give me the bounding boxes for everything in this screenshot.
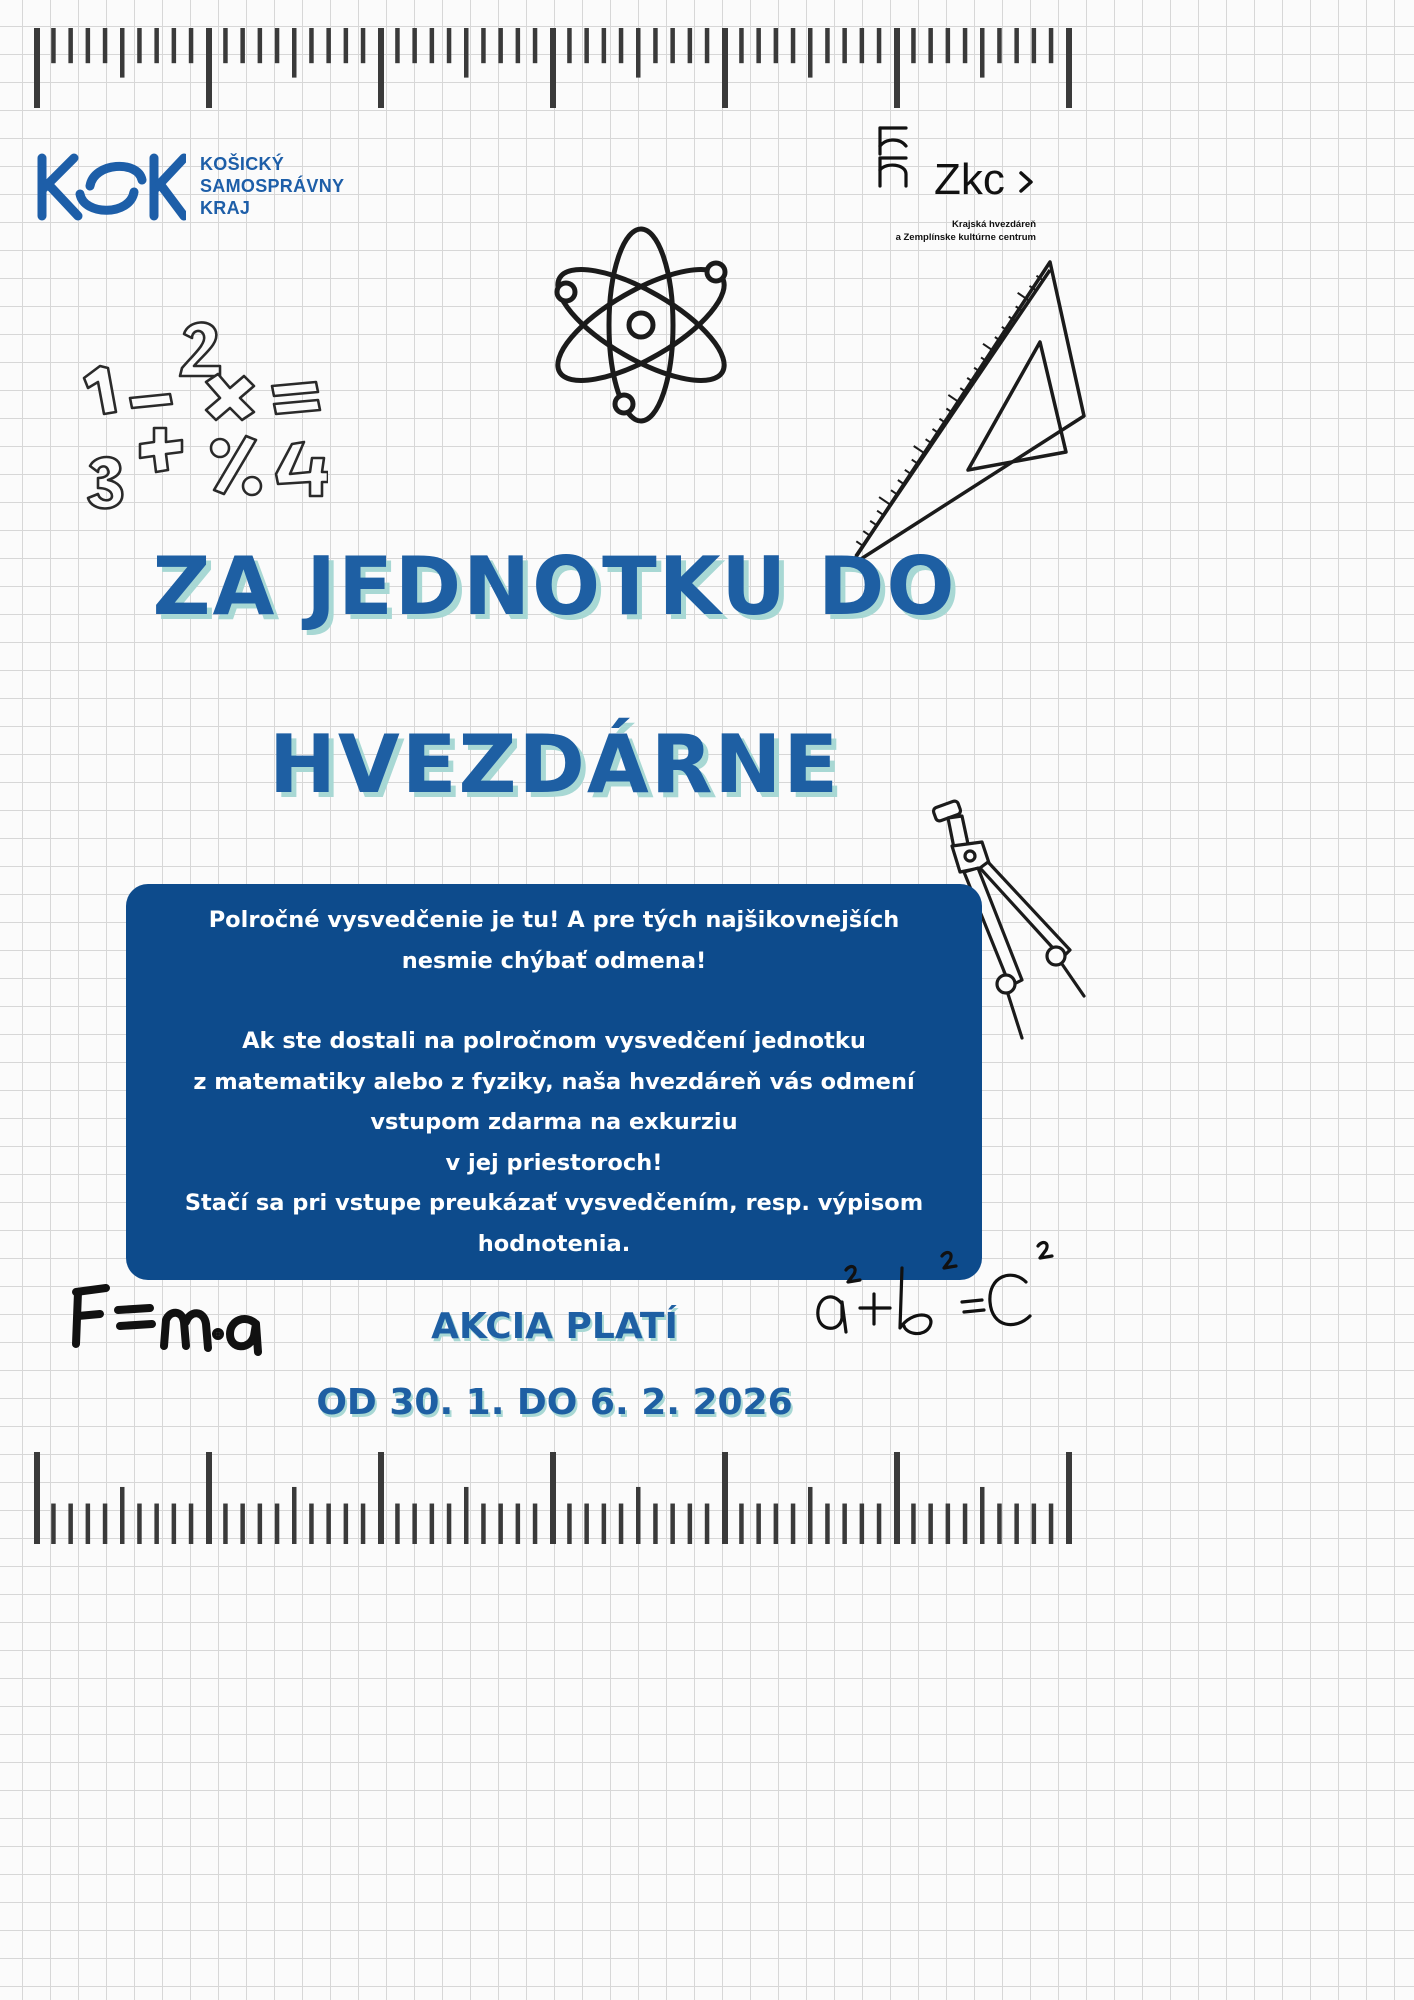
ruler-tick — [154, 1504, 159, 1544]
ruler-tick — [894, 1452, 900, 1544]
zkc-caption — [876, 218, 1036, 244]
ruler-tick — [464, 28, 469, 78]
ruler-tick — [258, 1504, 263, 1544]
zkc-chevron-icon — [1017, 167, 1035, 197]
ruler-tick — [275, 28, 280, 63]
info-p2-line-5: Stačí sa pri vstupe preukázať vysvedčením, resp. výpisom — [184, 1190, 924, 1216]
zkc-logo-mark-icon — [876, 124, 916, 190]
ruler-tick — [963, 28, 968, 63]
ruler-tick — [791, 1504, 796, 1544]
ruler-tick — [980, 28, 985, 78]
ruler-tick — [1049, 1504, 1054, 1544]
ruler-tick — [258, 28, 263, 63]
ruler-tick — [464, 1487, 469, 1544]
ruler-tick — [412, 1504, 417, 1544]
title-line-2: HVEZDÁRNE — [268, 718, 841, 811]
ruler-tick — [378, 1452, 384, 1544]
ruler-top-icon — [30, 28, 1080, 108]
ruler-tick — [619, 28, 624, 63]
ruler-tick — [636, 28, 641, 78]
ruler-tick — [756, 1504, 761, 1544]
zkc-wordmark-text: Zkc — [934, 155, 1005, 204]
ruler-tick — [946, 28, 951, 63]
ruler-tick — [430, 1504, 435, 1544]
info-p2-line-2: z matematiky alebo z fyziky, naša hvezdáreň vás odmení — [193, 1068, 915, 1095]
ruler-tick — [51, 1504, 56, 1544]
ruler-tick — [481, 28, 486, 63]
ruler-tick — [842, 1504, 847, 1544]
ruler-tick — [860, 28, 865, 63]
set-square-tick — [877, 511, 884, 515]
ruler-tick — [653, 28, 658, 63]
ruler-tick — [189, 1504, 194, 1544]
ruler-tick — [739, 1504, 744, 1544]
ruler-tick — [928, 28, 933, 63]
zkc-logo — [870, 124, 1070, 244]
ruler-tick — [292, 28, 297, 78]
ruler-tick — [223, 28, 228, 63]
ruler-tick — [1032, 28, 1037, 63]
ruler-tick — [1049, 28, 1054, 63]
math-symbols-icon — [78, 316, 328, 516]
ksk-logo-mark-icon — [34, 146, 186, 226]
ruler-tick — [430, 28, 435, 63]
ruler-tick — [103, 1504, 108, 1544]
ruler-tick — [1032, 1504, 1037, 1544]
ruler-tick — [395, 28, 400, 63]
ruler-tick — [223, 1504, 228, 1544]
ruler-tick — [240, 1504, 245, 1544]
ruler-tick — [791, 28, 796, 63]
ruler-tick — [688, 1504, 693, 1544]
ruler-tick — [550, 28, 556, 108]
ruler-tick — [378, 28, 384, 108]
ksk-line-2: SAMOSPRÁVNY — [200, 176, 345, 196]
ksk-logo-text — [200, 153, 344, 219]
ruler-tick — [172, 1504, 177, 1544]
ruler-tick — [825, 1504, 830, 1544]
ruler-tick — [808, 28, 813, 78]
ruler-bottom-icon — [30, 1452, 1080, 1544]
ruler-tick — [344, 1504, 349, 1544]
ruler-tick — [705, 28, 710, 63]
ruler-tick — [602, 28, 607, 63]
ruler-tick — [309, 28, 314, 63]
ruler-tick — [275, 1504, 280, 1544]
ruler-tick — [670, 1504, 675, 1544]
zkc-wordmark — [934, 155, 1035, 204]
ruler-tick — [292, 1487, 297, 1544]
ruler-tick — [584, 28, 589, 63]
ruler-tick — [447, 28, 452, 63]
ruler-tick — [705, 1504, 710, 1544]
ruler-tick — [842, 28, 847, 63]
ruler-tick — [447, 1504, 452, 1544]
ruler-tick — [361, 28, 366, 63]
ruler-tick — [86, 28, 91, 63]
offer-heading: AKCIA PLATÍ — [431, 1306, 678, 1347]
info-p2-line-3: vstupom zdarma na exkurziu — [370, 1109, 738, 1135]
info-box — [126, 884, 982, 1280]
ruler-tick — [688, 28, 693, 63]
ruler-tick — [68, 28, 73, 63]
ruler-tick — [636, 1487, 641, 1544]
ruler-tick — [860, 1504, 865, 1544]
ruler-tick — [361, 1504, 366, 1544]
ruler-tick — [412, 28, 417, 63]
ruler-tick — [206, 1452, 212, 1544]
zkc-caption-line-1: Krajská hvezdáreň — [952, 219, 1036, 230]
ruler-tick — [206, 28, 212, 108]
ruler-tick — [980, 1487, 985, 1544]
ruler-tick — [498, 1504, 503, 1544]
ruler-tick — [137, 28, 142, 63]
ruler-tick — [567, 1504, 572, 1544]
set-square-tick — [879, 497, 891, 505]
ruler-tick — [120, 1487, 125, 1544]
ksk-line-1: KOŠICKÝ — [200, 154, 285, 174]
ruler-tick — [997, 28, 1002, 63]
ruler-tick — [172, 28, 177, 63]
ruler-tick — [877, 28, 882, 63]
ruler-tick — [137, 1504, 142, 1544]
ruler-tick — [808, 1487, 813, 1544]
set-square-icon — [840, 256, 1090, 586]
ruler-tick — [240, 28, 245, 63]
info-p1-line-1: Polročné vysvedčenie je tu! A pre tých najšikovnejších — [208, 907, 900, 933]
ruler-tick — [189, 28, 194, 63]
ruler-tick — [739, 28, 744, 63]
set-square-tick — [914, 446, 926, 454]
title-line-1: ZA JEDNOTKU DO — [152, 540, 957, 633]
ruler-tick — [1014, 28, 1019, 63]
ruler-tick — [963, 1504, 968, 1544]
ruler-tick — [653, 1504, 658, 1544]
info-p2-line-4: v jej priestoroch! — [445, 1149, 663, 1176]
zkc-caption-line-2: a Zemplínske kultúrne centrum — [895, 232, 1036, 243]
ruler-tick — [1066, 28, 1072, 108]
ruler-tick — [481, 1504, 486, 1544]
set-square-tick — [863, 531, 870, 535]
ruler-tick — [825, 28, 830, 63]
ruler-tick — [928, 1504, 933, 1544]
ruler-tick — [774, 1504, 779, 1544]
info-p2-line-1: Ak ste dostali na polročnom vysvedčení jednotku — [242, 1028, 866, 1054]
ruler-tick — [120, 28, 125, 78]
ruler-tick — [722, 1452, 728, 1544]
ruler-tick — [911, 1504, 916, 1544]
ruler-tick — [68, 1504, 73, 1544]
ruler-tick — [344, 28, 349, 63]
ruler-tick — [326, 1504, 331, 1544]
ruler-tick — [774, 28, 779, 63]
ruler-tick — [34, 28, 40, 108]
ruler-tick — [154, 28, 159, 63]
info-paragraph-2 — [126, 1021, 982, 1264]
ruler-tick — [670, 28, 675, 63]
ruler-tick — [395, 1504, 400, 1544]
ksk-line-3: KRAJ — [200, 198, 251, 218]
ruler-tick — [1014, 1504, 1019, 1544]
ruler-tick — [602, 1504, 607, 1544]
ruler-tick — [997, 1504, 1002, 1544]
ruler-tick — [946, 1504, 951, 1544]
ruler-tick — [877, 1504, 882, 1544]
info-paragraph-1 — [126, 884, 982, 981]
ruler-tick — [516, 1504, 521, 1544]
ruler-tick — [894, 28, 900, 108]
ruler-tick — [498, 28, 503, 63]
set-square-tick — [870, 521, 877, 525]
ruler-tick — [103, 28, 108, 63]
atom-icon — [548, 222, 734, 428]
info-p1-line-2: nesmie chýbať odmena! — [401, 947, 707, 974]
ruler-tick — [550, 1452, 556, 1544]
ruler-tick — [584, 1504, 589, 1544]
ruler-tick — [34, 1452, 40, 1544]
ruler-tick — [86, 1504, 91, 1544]
ruler-tick — [722, 28, 728, 108]
ruler-tick — [326, 28, 331, 63]
ruler-tick — [756, 28, 761, 63]
ruler-tick — [309, 1504, 314, 1544]
ruler-tick — [619, 1504, 624, 1544]
ruler-tick — [911, 28, 916, 63]
ruler-tick — [533, 1504, 538, 1544]
ruler-tick — [516, 28, 521, 63]
info-p2-line-6: hodnotenia. — [477, 1230, 631, 1257]
ksk-logo — [34, 146, 344, 226]
offer-dates: OD 30. 1. DO 6. 2. 2026 — [316, 1382, 793, 1423]
ruler-tick — [567, 28, 572, 63]
ruler-tick — [1066, 1452, 1072, 1544]
ruler-tick — [533, 28, 538, 63]
ruler-tick — [51, 28, 56, 63]
